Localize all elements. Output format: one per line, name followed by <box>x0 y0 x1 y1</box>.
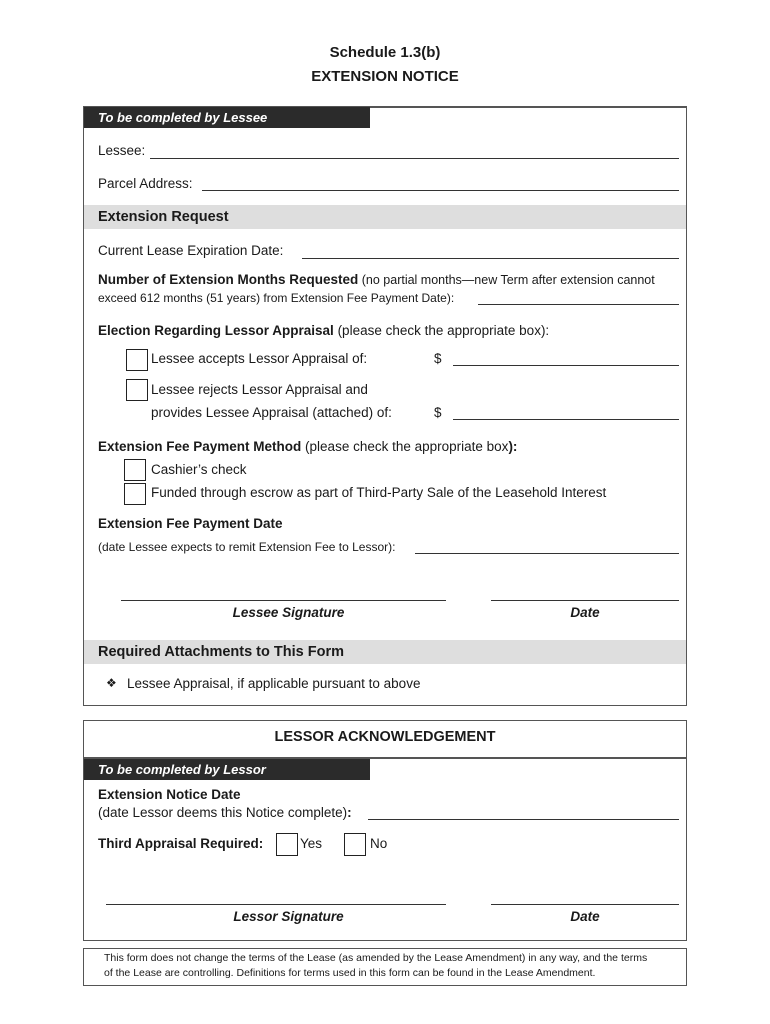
payment-method-colon: ): <box>508 439 518 454</box>
lessee-label: Lessee: <box>98 143 146 158</box>
expiration-date-field[interactable] <box>302 258 679 259</box>
expiration-date-label: Current Lease Expiration Date: <box>98 243 284 258</box>
lessor-banner: To be completed by Lessor <box>84 759 370 780</box>
notice-date-note-text: (date Lessor deems this Notice complete) <box>98 805 348 820</box>
accepts-appraisal-label: Lessee accepts Lessor Appraisal of: <box>151 351 368 366</box>
extension-months-note-2: exceed 612 months (51 years) from Extension Fee Payment Date): <box>98 291 455 305</box>
extension-request-heading: Extension Request <box>84 205 686 229</box>
parcel-address-field[interactable] <box>202 190 679 191</box>
footer-note-line-2: of the Lease are controlling. Definitions for terms used in this form can be found in the Lease Amendment. <box>104 967 596 979</box>
notice-date-colon: : <box>347 805 352 820</box>
lessor-signature-line[interactable] <box>106 904 446 905</box>
escrow-label: Funded through escrow as part of Third-Party Sale of the Leasehold Interest <box>151 485 607 500</box>
rejects-appraisal-label-2: provides Lessee Appraisal (attached) of: <box>151 405 392 420</box>
third-appraisal-no-label: No <box>370 836 388 851</box>
extension-months-note: (no partial months—new Term after extension cannot <box>358 273 655 287</box>
third-appraisal-label: Third Appraisal Required: <box>98 836 264 851</box>
attachment-item: Lessee Appraisal, if applicable pursuant to above <box>127 676 421 691</box>
parcel-address-label: Parcel Address: <box>98 176 193 191</box>
payment-method-label: Extension Fee Payment Method <box>98 439 302 454</box>
payment-method-text <box>98 439 517 454</box>
lessee-signature-line[interactable] <box>121 600 446 601</box>
extension-months-text <box>98 272 655 287</box>
lessee-banner: To be completed by Lessee <box>84 107 370 128</box>
lessor-signature-label: Lessor Signature <box>233 909 344 924</box>
third-appraisal-yes-label: Yes <box>300 836 323 851</box>
accepts-appraisal-checkbox[interactable] <box>126 349 148 371</box>
rejects-appraisal-label-1: Lessee rejects Lessor Appraisal and <box>151 382 368 397</box>
lessee-signature-label: Lessee Signature <box>232 605 345 620</box>
extension-months-field[interactable] <box>478 304 679 305</box>
payment-date-note: (date Lessee expects to remit Extension Fee to Lessor): <box>98 540 396 554</box>
election-text <box>98 323 549 338</box>
election-note: (please check the appropriate box): <box>333 323 550 338</box>
election-label: Election Regarding Lessor Appraisal <box>98 323 334 338</box>
accepts-amount-field[interactable] <box>453 365 679 366</box>
rejects-dollar-sign: $ <box>434 405 442 420</box>
lessor-date-line[interactable] <box>491 904 679 905</box>
cashiers-check-label: Cashier’s check <box>151 462 247 477</box>
diamond-bullet-icon: ❖ <box>106 676 117 690</box>
payment-method-note: (please check the appropriate box <box>301 439 509 454</box>
accepts-dollar-sign: $ <box>434 351 442 366</box>
lessor-date-label: Date <box>570 909 600 924</box>
cashiers-check-checkbox[interactable] <box>124 459 146 481</box>
footer-note-line-1: This form does not change the terms of the Lease (as amended by the Lease Amendment) in any way, and the terms <box>104 952 648 964</box>
attachments-heading: Required Attachments to This Form <box>84 640 686 664</box>
lessee-date-label: Date <box>570 605 600 620</box>
lessee-name-field[interactable] <box>150 158 679 159</box>
notice-date-label: Extension Notice Date <box>98 787 241 802</box>
page-title: EXTENSION NOTICE <box>311 68 459 85</box>
escrow-checkbox[interactable] <box>124 483 146 505</box>
notice-date-note <box>98 805 352 820</box>
third-appraisal-no-checkbox[interactable] <box>344 833 366 856</box>
rejects-appraisal-checkbox[interactable] <box>126 379 148 401</box>
extension-months-label: Number of Extension Months Requested <box>98 272 359 287</box>
lessor-acknowledgement-heading: LESSOR ACKNOWLEDGEMENT <box>274 729 496 745</box>
payment-date-label: Extension Fee Payment Date <box>98 516 283 531</box>
payment-date-field[interactable] <box>415 553 679 554</box>
schedule-number: Schedule 1.3(b) <box>329 44 441 61</box>
lessor-section-box <box>83 720 687 941</box>
third-appraisal-yes-checkbox[interactable] <box>276 833 298 856</box>
notice-date-field[interactable] <box>368 819 679 820</box>
lessee-date-line[interactable] <box>491 600 679 601</box>
rejects-amount-field[interactable] <box>453 419 679 420</box>
